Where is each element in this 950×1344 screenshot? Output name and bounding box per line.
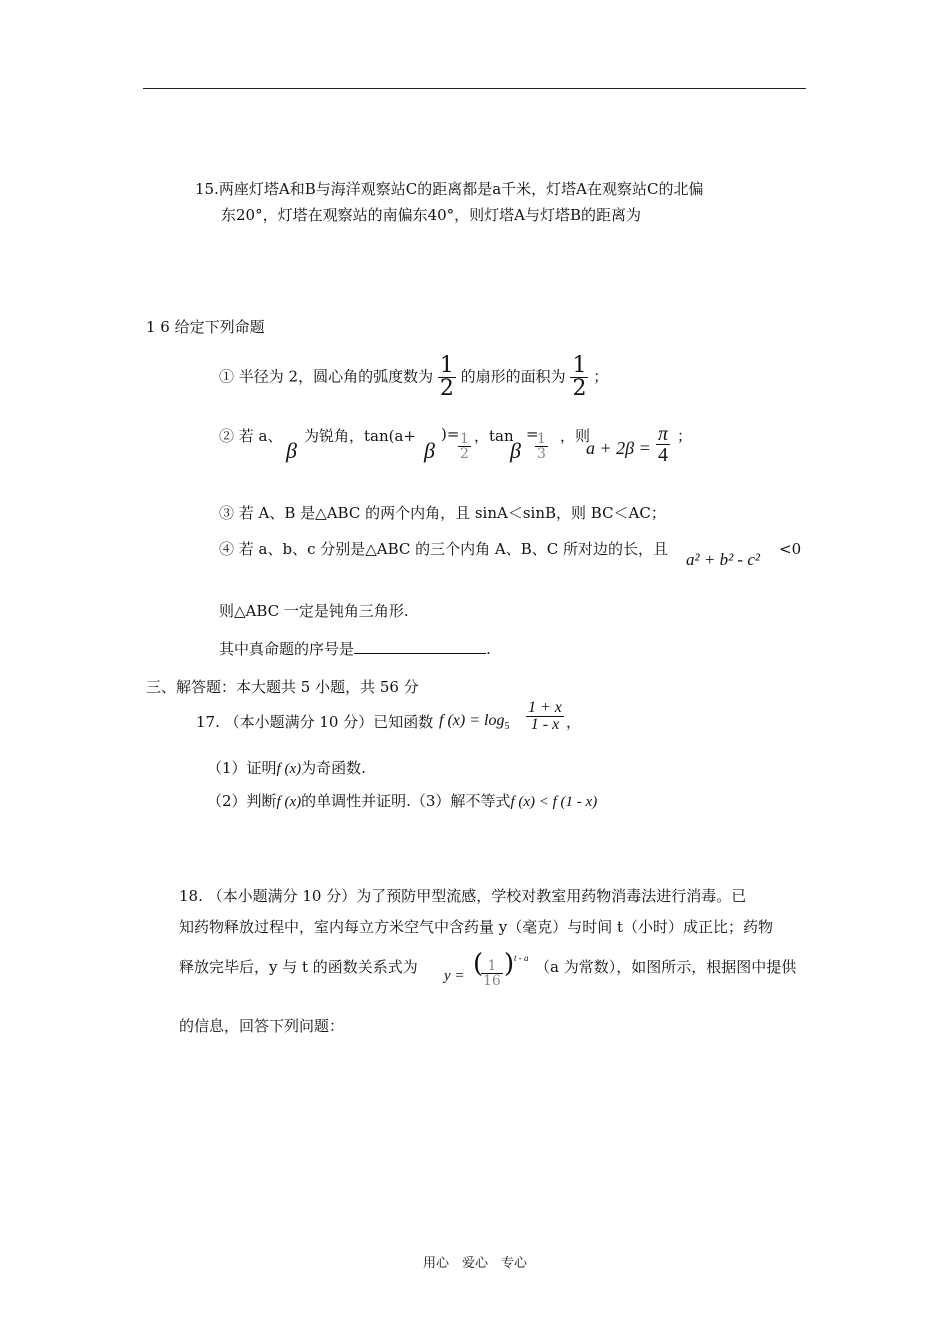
section3-heading: 三、解答题：本大题共 5 小题，共 56 分 — [146, 678, 419, 696]
prop2-end: ； — [677, 427, 693, 445]
left-paren: ( — [473, 949, 484, 979]
prop2-text-d: ，tan — [474, 427, 514, 445]
q16-prop1 — [219, 355, 608, 400]
q16-answer-line: 其中真命题的序号是 . — [219, 640, 491, 658]
q16-prop4: ④ 若 a、b、c 分别是△ABC 的三个内角 A、B、C 所对边的长，且 — [219, 540, 669, 558]
fraction-half-2: $\frac{1}{2}$ — [572, 353, 587, 401]
prop4-end: <0 — [779, 540, 802, 558]
answer-label: 其中真命题的序号是 — [219, 640, 355, 658]
q17-part2-3: （2）判断f (x)的单调性并证明.（3）解不等式f (x) < f (1 - x) — [207, 792, 598, 810]
q18-formula-y: y = — [444, 968, 465, 984]
fraction-one-half: $\frac{1}{2}$ — [460, 431, 469, 462]
fraction-half: $\frac{1}{2}$ — [439, 353, 454, 401]
prop1-text-a: ① 半径为 2，圆心角的弧度数为 — [219, 367, 434, 386]
q17-comma: ， — [566, 713, 582, 731]
beta-symbol-2: β — [424, 438, 435, 463]
prop4-expression: a² + b² - c² — [686, 550, 760, 569]
prop2-text-e: = — [526, 425, 539, 443]
q17-function-fraction: $\frac{1 + x}{1 - x}$ — [528, 699, 562, 733]
prop1-text-c: ； — [593, 367, 609, 386]
page-footer: 用心 爱心 专心 — [422, 1256, 527, 1271]
q18-line1: 18. （本小题满分 10 分）为了预防甲型流感，学校对教室用药物消毒法进行消毒。已 — [179, 887, 747, 905]
q15-line1: 15.两座灯塔A和B与海洋观察站C的距离都是a千米，灯塔A在观察站C的北偏 — [195, 180, 704, 198]
q17-head: 17. （本小题满分 10 分）已知函数 — [196, 713, 434, 731]
q16-prop4-conclusion: 则△ABC 一定是钝角三角形. — [219, 602, 409, 620]
q17-function-lhs: f $(x) = \log_5$ — [439, 712, 510, 733]
q18-fraction: $\frac{1}{16}$ — [483, 958, 501, 989]
q18-line4: 的信息，回答下列问题： — [179, 1017, 345, 1035]
prop2-result-lhs: a + 2β = — [586, 438, 651, 458]
q18-line3b: （a 为常数），如图所示，根据图中提供 — [535, 958, 797, 976]
beta-symbol-3: β — [510, 438, 521, 463]
fraction-one-third: $\frac{1}{3}$ — [537, 431, 546, 462]
prop2-text-b: 为锐角，tan(a+ — [304, 427, 416, 445]
prop2-text-f: ，则 — [560, 427, 591, 445]
q18-line2: 知药物释放过程中，室内每立方米空气中含药量 y（毫克）与时间 t（小时）成正比；药物 — [179, 918, 774, 936]
q17-part1: （1）证明f (x)为奇函数. — [207, 759, 366, 777]
q16-title: 1 6 给定下列命题 — [146, 318, 265, 336]
prop1-text-b: 的扇形的面积为 — [460, 367, 566, 386]
prop2-text-a: ② 若 a、 — [219, 427, 283, 445]
q18-line3a: 释放完毕后，y 与 t 的函数关系式为 — [179, 958, 418, 976]
fraction-pi-over-4: $\frac{\pi}{4}$ — [658, 423, 669, 466]
q16-prop3: ③ 若 A、B 是△ABC 的两个内角，且 sinA＜sinB，则 BC＜AC； — [219, 504, 666, 522]
q18-exponent: t - a — [514, 953, 529, 963]
header-rule — [143, 88, 806, 89]
right-paren: ) — [504, 949, 515, 979]
beta-symbol-1: β — [286, 438, 297, 463]
q15-line2: 东20°，灯塔在观察站的南偏东40°，则灯塔A与灯塔B的距离为 — [221, 206, 642, 224]
answer-blank — [354, 639, 486, 654]
prop2-text-c: )= — [441, 425, 460, 443]
